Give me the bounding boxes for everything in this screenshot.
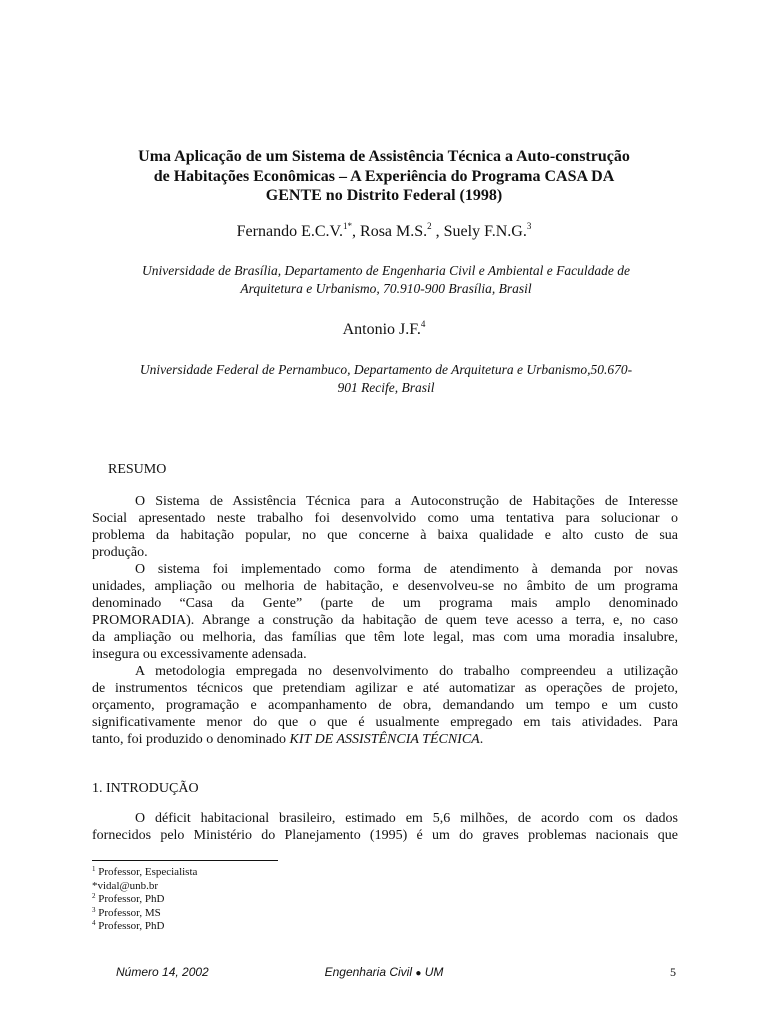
journal-name: Engenharia Civil — [324, 965, 416, 979]
text-line: denominado “Casa da Gente” (parte de um programa mais amplo denominado — [92, 596, 678, 611]
affiliation-ufpe — [96, 361, 676, 397]
footnote — [92, 907, 197, 921]
author-list — [100, 222, 668, 242]
bullet-icon: ● — [415, 968, 422, 979]
text-line: O Sistema de Assistência Técnica para a Autoconstrução de Habitações de Interesse — [135, 494, 678, 509]
footnote-mark: 3 — [92, 905, 96, 914]
text-run: tanto, foi produzido o denominado — [92, 732, 290, 747]
author-name: Fernando E.C.V. — [236, 223, 344, 240]
footnote-text: *vidal@unb.br — [92, 879, 159, 892]
text-line: PROMORADIA). Abrange a construção da habitação de quem teve acesso a terra, e, no caso — [92, 613, 678, 628]
author-affiliation-mark: 1* — [343, 221, 353, 231]
kit-name-emphasis: KIT DE ASSISTÊNCIA TÉCNICA — [289, 732, 480, 747]
footnotes — [92, 866, 197, 934]
footnote — [92, 893, 197, 907]
footer-journal — [0, 965, 768, 981]
footnote-divider — [92, 860, 278, 861]
affiliation-line: Universidade de Brasília, Departamento de Engenharia Civil e Ambiental e Faculdade de — [142, 263, 630, 278]
page-number: 5 — [670, 965, 676, 979]
footnote — [92, 920, 197, 934]
text-line: orçamento, programação e acompanhamento de obra, demandando um tempo e um custo — [92, 698, 678, 713]
abstract-heading: RESUMO — [108, 462, 167, 477]
text-line: produção. — [92, 545, 148, 560]
abstract-paragraph — [92, 561, 678, 663]
title-line: de Habitações Econômicas – A Experiência do Programa CASA DA — [153, 167, 615, 185]
text-line: de instrumentos técnicos que pretendiam agilizar e até automatizar as operações de projeto, — [92, 681, 678, 696]
author-affiliation-mark: 3 — [526, 221, 532, 231]
author-name: Antonio J.F. — [342, 321, 421, 338]
affiliation-line: Arquitetura e Urbanismo, 70.910-900 Brasília, Brasil — [240, 281, 532, 296]
section-heading-introduction: 1. INTRODUÇÃO — [92, 781, 199, 796]
footnote-text: Professor, PhD — [95, 893, 165, 905]
title-line: Uma Aplicação de um Sistema de Assistência Técnica a Auto-construção — [138, 148, 630, 165]
author-affiliation-mark: 4 — [420, 319, 426, 329]
author-affiliation-mark: 2 — [427, 221, 432, 231]
introduction-paragraph — [92, 810, 678, 844]
footer-issue: Número 14, 2002 — [116, 965, 209, 979]
abstract-paragraph — [92, 663, 678, 748]
footnote-mark: 2 — [92, 892, 96, 900]
author-name: , Rosa M.S. — [352, 223, 428, 240]
footnote-mark: 1 — [92, 865, 96, 873]
text-line: problema da habitação popular, no que concerne à baixa qualidade e alto custo de sua — [92, 528, 678, 543]
introduction-body — [92, 810, 678, 844]
affiliation-line: Universidade Federal de Pernambuco, Departamento de Arquitetura e Urbanismo,50.670- — [139, 362, 633, 377]
journal-suffix: UM — [421, 965, 444, 979]
text-run: . — [479, 732, 484, 747]
text-line: insegura ou excessivamente adensada. — [92, 647, 307, 662]
footnote-text: Professor, Especialista — [95, 866, 198, 878]
text-line: A metodologia empregada no desenvolvimento do trabalho compreendeu a utilização — [135, 664, 678, 679]
author-list-second — [100, 320, 668, 340]
affiliation-unb — [96, 262, 676, 298]
footnote-mark: 4 — [92, 919, 96, 927]
abstract-body — [92, 493, 678, 748]
text-line: da ampliação ou melhoria, das famílias que têm lote legal, mas com uma moradia insalubre, — [92, 630, 678, 645]
text-line: Social apresentado neste trabalho foi desenvolvido como uma tentativa para solucionar o — [92, 511, 678, 526]
footnote-text: Professor, MS — [95, 906, 161, 919]
author-name: , Suely F.N.G. — [431, 223, 527, 240]
text-line: O déficit habitacional brasileiro, estimado em 5,6 milhões, de acordo com os dados — [135, 811, 678, 826]
text-line: O sistema foi implementado como forma de atendimento à demanda por novas — [135, 562, 678, 577]
text-line: significativamente menor do que o que é usualmente empregado em tais atividades. Para — [92, 715, 678, 730]
text-line: fornecidos pelo Ministério do Planejamento (1995) é um do graves problemas nacionais que — [92, 828, 678, 843]
abstract-paragraph — [92, 493, 678, 561]
footnote — [92, 866, 197, 880]
paper-title — [100, 147, 668, 206]
text-line — [92, 731, 678, 748]
affiliation-line: 901 Recife, Brasil — [337, 380, 435, 395]
title-line: GENTE no Distrito Federal (1998) — [265, 187, 503, 204]
footnote — [92, 880, 197, 894]
text-line: unidades, ampliação ou melhoria de habitação, e desenvolveu-se no âmbito de um programa — [92, 579, 678, 594]
footnote-text: Professor, PhD — [95, 920, 165, 932]
